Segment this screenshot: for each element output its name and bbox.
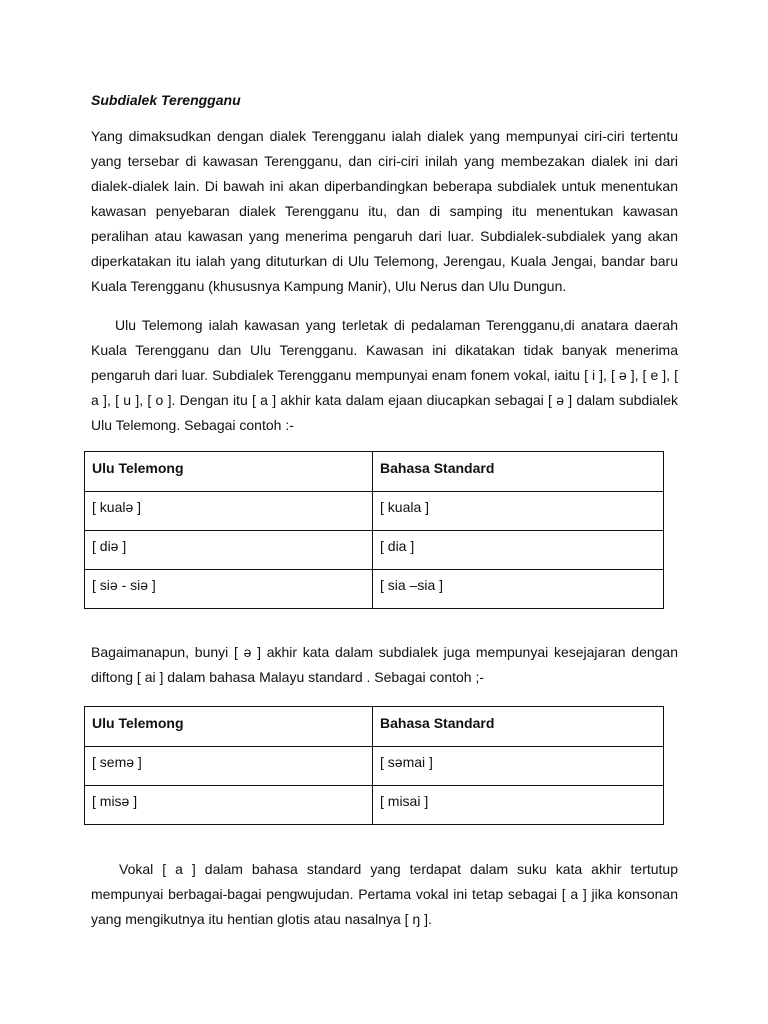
- table-cell: [ misai ]: [373, 786, 664, 825]
- table-cell: [ semə ]: [85, 747, 373, 786]
- table-row: [85, 786, 664, 825]
- table-header-cell: Bahasa Standard: [373, 452, 664, 492]
- table-row: [85, 531, 664, 570]
- table-row: [85, 747, 664, 786]
- paragraph-vokal: Vokal [ a ] dalam bahasa standard yang terdapat dalam suku kata akhir tertutup mempunyai berbagai-bagai pengwujudan. Pertama vokal ini tetap sebagai [ a ] jika konsonan yang mengikutnya itu hentian glotis atau nasalnya [ ŋ ].: [91, 861, 678, 927]
- table-header-cell: Bahasa Standard: [373, 707, 664, 747]
- paragraph-diftong: Bagaimanapun, bunyi [ ə ] akhir kata dalam subdialek juga mempunyai kesejajaran dengan diftong [ ai ] dalam bahasa Malayu standard . Sebagai contoh ;-: [91, 644, 678, 685]
- comparison-table-2: [84, 706, 664, 825]
- table-header-cell: Ulu Telemong: [85, 707, 373, 747]
- table-cell: [ kuala ]: [373, 492, 664, 531]
- table-cell: [ dia ]: [373, 531, 664, 570]
- comparison-table-1: [84, 451, 664, 609]
- table-cell: [ kualə ]: [85, 492, 373, 531]
- table-cell: [ siə - siə ]: [85, 570, 373, 609]
- table-cell: [ diə ]: [85, 531, 373, 570]
- section-heading: Subdialek Terengganu: [91, 92, 241, 108]
- table-header-row: [85, 707, 664, 747]
- table-row: [85, 570, 664, 609]
- table-cell: [ misə ]: [85, 786, 373, 825]
- paragraph-ulu-telemong: Ulu Telemong ialah kawasan yang terletak di pedalaman Terengganu,di anatara daerah Kuala Terengganu dan Ulu Terengganu. Kawasan ini dikatakan tidak banyak menerima pengaruh dari luar. Subdialek Terengganu mempunyai enam fonem vokal, iaitu [ i ], [ ə ], [ e ], [ a ], [ u ], [ o ]. Dengan itu [ a ] akhir kata dalam ejaan diucapkan sebagai [ ə ] dalam subdialek Ulu Telemong. Sebagai contoh :-: [91, 317, 678, 433]
- paragraph-intro: Yang dimaksudkan dengan dialek Terengganu ialah dialek yang mempunyai ciri-ciri tertentu yang tersebar di kawasan Terengganu, dan ciri-ciri inilah yang membezakan dialek ini dari dialek-dialek lain. Di bawah ini akan diperbandingkan beberapa subdialek untuk menentukan kawasan penyebaran dialek Terengganu itu, dan di samping itu menentukan kawasan peralihan atau kawasan yang menerima pengaruh dari luar. Subdialek-subdialek yang akan diperkatakan itu ialah yang dituturkan di Ulu Telemong, Jerengau, Kuala Jengai, bandar baru Kuala Terengganu (khususnya Kampung Manir), Ulu Nerus dan Ulu Dungun.: [91, 128, 678, 294]
- table-cell: [ sia –sia ]: [373, 570, 664, 609]
- table-header-row: [85, 452, 664, 492]
- table-cell: [ səmai ]: [373, 747, 664, 786]
- table-header-cell: Ulu Telemong: [85, 452, 373, 492]
- table-row: [85, 492, 664, 531]
